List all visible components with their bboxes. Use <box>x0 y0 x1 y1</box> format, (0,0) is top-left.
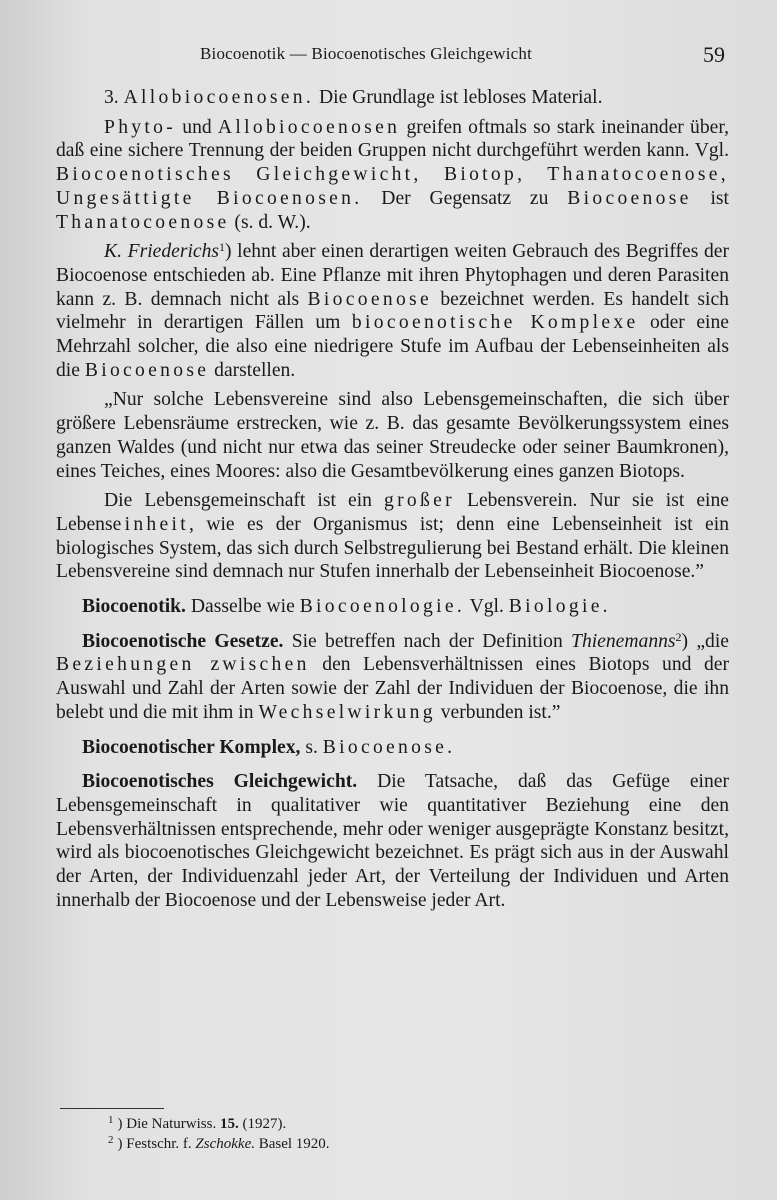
text-run: Die Lebensgemeinschaft ist ein <box>104 490 384 512</box>
text-run: Dasselbe wie <box>185 596 300 618</box>
spaced-term: Wechselwirkung <box>258 701 436 723</box>
entry-biocoenotischer-komplex <box>56 736 729 760</box>
spaced-term: Allobiocoenosen <box>217 116 401 138</box>
text-run: Vgl. <box>465 596 509 618</box>
text-run: Basel 1920. <box>254 1136 330 1152</box>
spaced-term: Biocoenose. <box>322 736 456 758</box>
volume-number: 15. <box>219 1116 239 1132</box>
spaced-term: Biocoenotisches Gleichgewicht, Biotop, Thanatocoenose, Ungesättigte Biocoenosen. <box>56 164 729 209</box>
text-run: verbunden ist.” <box>435 701 561 723</box>
entry-headword: Biocoenotik. <box>82 596 186 618</box>
text-run: ) Die Naturwiss. <box>117 1116 220 1132</box>
text-run: ) lehnt aber einen derartigen weiten Gebrauch des Begriffes der Biocoenose entschieden ab. Eine Pflanze mit ihren Phytophagen und deren Parasiten kann z. B. demnach nicht als <box>56 241 730 310</box>
text-run: Der Gegensatz zu <box>362 187 568 209</box>
footnote-mark: 1 <box>108 1114 114 1126</box>
spaced-term: Biocoenologie. <box>299 596 466 618</box>
text-run: darstellen. <box>209 359 296 381</box>
spaced-term: Biocoenose <box>307 288 432 310</box>
spaced-term: einheit <box>112 513 190 535</box>
text-run: Lebensverein. Nur sie ist eine Lebens <box>56 490 729 535</box>
text-run: ) „die <box>681 630 729 652</box>
spaced-term: biocoenotische Komplexe <box>351 312 639 334</box>
text-run: (1927). <box>238 1116 287 1132</box>
text-run: , wie es der Organismus ist; denn eine Lebenseinheit ist ein biologisches System, das sich durch Selbstregulierung bei Bestand erhält. Die kleinen Lebensvereine sind demnach nur Stufen innerhalb der Lebenseinheit Biocoenose.” <box>56 513 729 583</box>
footnote-ref: 1 <box>219 240 226 255</box>
text-run: ist <box>691 187 729 209</box>
spaced-term: Biologie. <box>508 596 611 618</box>
spaced-term: Biocoenose <box>567 187 692 209</box>
cited-name: Zschokke. <box>195 1136 255 1152</box>
footnote-2 <box>108 1134 728 1154</box>
main-text <box>56 86 729 913</box>
footnote-rule <box>60 1108 164 1109</box>
entry-headword: Biocoenotisches Gleichgewicht. <box>82 771 358 793</box>
author-name: Thienemanns <box>571 630 676 652</box>
text-run: „Nur solche Lebensvereine sind also Lebensgemeinschaften, die sich über größere Lebensräume erstrecken, wie z. B. das gesamte Bevölkerungssystem eines ganzen Waldes (und nicht nur etwa das seiner Streudecke oder seiner Baumkronen), eines Teiches, eines Moores: also die Gesamtbevölkerung eines ganzen Biotops. <box>56 389 729 482</box>
paragraph-friederichs <box>56 240 729 382</box>
text-run: Die Tatsache, daß das Gefüge einer Lebensgemeinschaft in qualitativer wie quantitativer Beziehung eine den Lebensverhältnissen entsprechende, mehr oder weniger ausgeprägte Konstanz besitzt, wird als biocoenotisches Gleichgewicht bezeichnet. Es prägt sich aus in der Auswahl der Arten, der Individuenzahl jeder Art, der Verteilung der Individuen und Arten innerhalb der Biocoenose und der Lebensweise jeder Art. <box>56 771 730 911</box>
text-run: greifen oftmals so stark ineinander über, daß eine sichere Trennung der beiden Gruppen nicht durchgeführt werden kann. Vgl. <box>56 116 729 162</box>
page-header <box>0 40 777 70</box>
paragraph-quote-start <box>56 388 729 483</box>
footnote-ref: 2 <box>675 629 682 644</box>
spaced-term: Beziehungen zwischen <box>56 654 310 676</box>
footnote-1 <box>108 1114 728 1134</box>
paragraph-phyto-allo <box>56 116 729 235</box>
spaced-term: Thanatocoenose <box>56 211 230 233</box>
paragraph-allobiocoenosen <box>56 86 729 110</box>
entry-biocoenotik <box>56 595 729 619</box>
text-run: oder eine Mehrzahl solcher, die also eine niedrigere Stufe im Aufbau der Lebenseinheiten als die <box>56 312 729 381</box>
running-head: Biocoenotik — Biocoenotisches Gleichgewicht <box>200 44 532 63</box>
page-number: 59 <box>703 42 725 67</box>
text-run: Sie betreffen nach der Definition <box>283 630 572 652</box>
text-run: den Lebensverhältnissen eines Biotops und der Auswahl und Zahl der Arten sowie der Zahl der Individuen der Biocoenose, die ihn belebt und die mit ihm in <box>56 654 729 723</box>
spaced-term: Phyto- <box>104 116 177 138</box>
text-run: (s. d. W.). <box>229 211 311 233</box>
author-name: K. Friederichs <box>104 241 220 263</box>
text-run: Die Grundlage ist lebloses Material. <box>314 87 603 108</box>
text-run: ) Festschr. f. <box>117 1136 196 1152</box>
text-run: 3. <box>104 87 124 108</box>
text-run: bezeichnet werden. Es handelt sich vielmehr in derartigen Fällen um <box>56 288 729 334</box>
entry-headword: Biocoenotische Gesetze. <box>82 630 284 652</box>
spaced-term: Allobiocoenosen. <box>123 87 315 108</box>
entry-headword: Biocoenotischer Komplex, <box>82 736 301 758</box>
entry-biocoenotische-gesetze <box>56 630 729 725</box>
spaced-term: großer <box>383 490 455 512</box>
text-run: und <box>176 116 218 138</box>
text-run: s. <box>300 736 323 758</box>
footnote-mark: 2 <box>108 1134 114 1146</box>
paragraph-quote-end <box>56 489 729 584</box>
footnotes <box>108 1114 728 1154</box>
spaced-term: Biocoenose <box>84 359 210 381</box>
entry-biocoenotisches-gleichgewicht <box>56 770 729 912</box>
